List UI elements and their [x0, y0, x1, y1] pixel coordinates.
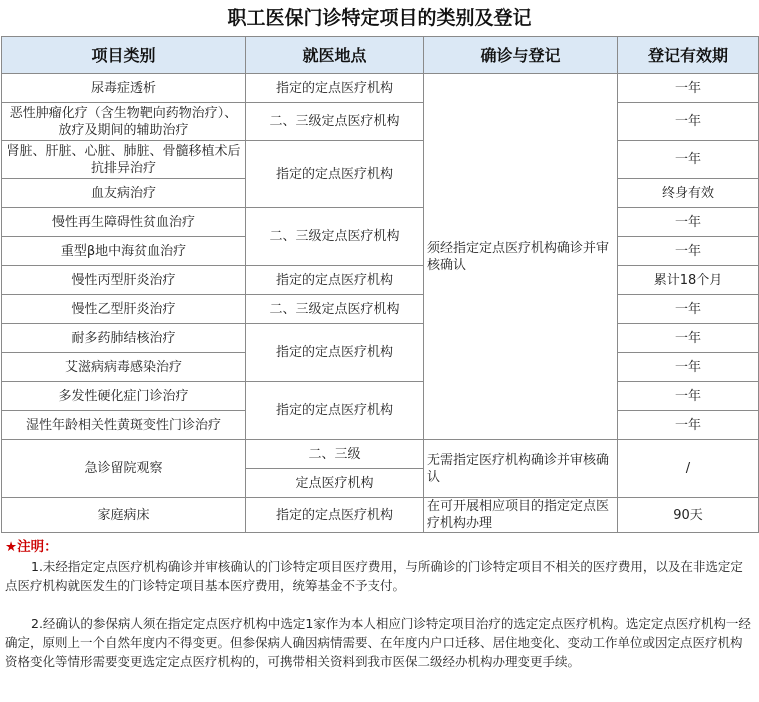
- table-row: [2, 141, 759, 179]
- location-cell: 定点医疗机构: [246, 469, 424, 498]
- validity-cell: 一年: [618, 295, 759, 324]
- validity-cell: 一年: [618, 208, 759, 237]
- table-row: [2, 440, 759, 469]
- validity-cell: 一年: [618, 103, 759, 141]
- validity-cell: 一年: [618, 353, 759, 382]
- validity-cell: 终身有效: [618, 179, 759, 208]
- header-validity: 登记有效期: [618, 37, 759, 74]
- category-cell: 重型β地中海贫血治疗: [2, 237, 246, 266]
- confirm-cell: 须经指定定点医疗机构确诊并审核确认: [424, 74, 618, 440]
- category-cell: 艾滋病病毒感染治疗: [2, 353, 246, 382]
- location-cell: 指定的定点医疗机构: [246, 266, 424, 295]
- table-row: [2, 74, 759, 103]
- header-location: 就医地点: [246, 37, 424, 74]
- validity-cell: /: [618, 440, 759, 498]
- category-cell: 慢性乙型肝炎治疗: [2, 295, 246, 324]
- table-row: [2, 324, 759, 353]
- validity-cell: 一年: [618, 411, 759, 440]
- confirm-cell: 无需指定医疗机构确诊并审核确认: [424, 440, 618, 498]
- table-row: [2, 266, 759, 295]
- document: [1, 1, 758, 700]
- validity-cell: 累计18个月: [618, 266, 759, 295]
- location-cell: 指定的定点医疗机构: [246, 74, 424, 103]
- table-row: [2, 208, 759, 237]
- category-cell: 耐多药肺结核治疗: [2, 324, 246, 353]
- header-confirm: 确诊与登记: [424, 37, 618, 74]
- registration-table: [1, 36, 759, 533]
- note-paragraph-2: 2.经确认的参保病人须在指定定点医疗机构中选定1家作为本人相应门诊特定项目治疗的选定定点医疗机构。选定定点医疗机构一经确定，原则上一个自然年度内不得变更。但参保病人确因病情需要、在年度内户口迁移、居住地变化、变动工作单位或因定点医疗机构资格变化等情形需要变更选定定点医疗机构的，可携带相关资料到我市医保二级经办机构办理变更手续。: [5, 616, 751, 669]
- note-paragraph-1: 1.未经指定定点医疗机构确诊并审核确认的门诊特定项目医疗费用，与所确诊的门诊特定项目不相关的医疗费用，以及在非选定定点医疗机构就医发生的门诊特定项目基本医疗费用，统筹基金不予支付。: [5, 559, 743, 593]
- header-category: 项目类别: [2, 37, 246, 74]
- category-cell: 家庭病床: [2, 498, 246, 533]
- category-cell: 尿毒症透析: [2, 74, 246, 103]
- category-cell: 血友病治疗: [2, 179, 246, 208]
- validity-cell: 一年: [618, 382, 759, 411]
- location-cell: 二、三级: [246, 440, 424, 469]
- category-cell: 多发性硬化症门诊治疗: [2, 382, 246, 411]
- location-cell: 二、三级定点医疗机构: [246, 295, 424, 324]
- validity-cell: 一年: [618, 141, 759, 179]
- category-cell: 湿性年龄相关性黄斑变性门诊治疗: [2, 411, 246, 440]
- location-cell: 指定的定点医疗机构: [246, 382, 424, 440]
- table-header-row: [2, 37, 759, 74]
- category-cell: 肾脏、肝脏、心脏、肺脏、骨髓移植术后抗排异治疗: [2, 141, 246, 179]
- location-cell: 指定的定点医疗机构: [246, 324, 424, 382]
- document-title: 职工医保门诊特定项目的类别及登记: [227, 7, 532, 29]
- category-cell: 慢性再生障碍性贫血治疗: [2, 208, 246, 237]
- table-row: [2, 295, 759, 324]
- validity-cell: 一年: [618, 237, 759, 266]
- location-cell: 二、三级定点医疗机构: [246, 103, 424, 141]
- location-cell: 二、三级定点医疗机构: [246, 208, 424, 266]
- notes-heading: ★注明：: [5, 539, 58, 555]
- validity-cell: 90天: [618, 498, 759, 533]
- table-row: [2, 103, 759, 141]
- category-cell: 恶性肿瘤化疗（含生物靶向药物治疗）、放疗及期间的辅助治疗: [2, 103, 246, 141]
- confirm-cell: 在可开展相应项目的指定定点医疗机构办理: [424, 498, 618, 533]
- category-cell: 急诊留院观察: [2, 440, 246, 498]
- table-row: [2, 382, 759, 411]
- validity-cell: 一年: [618, 74, 759, 103]
- category-cell: 慢性丙型肝炎治疗: [2, 266, 246, 295]
- table-row: [2, 498, 759, 533]
- location-cell: 指定的定点医疗机构: [246, 498, 424, 533]
- validity-cell: 一年: [618, 324, 759, 353]
- location-cell: 指定的定点医疗机构: [246, 141, 424, 208]
- notes-section: [1, 533, 758, 671]
